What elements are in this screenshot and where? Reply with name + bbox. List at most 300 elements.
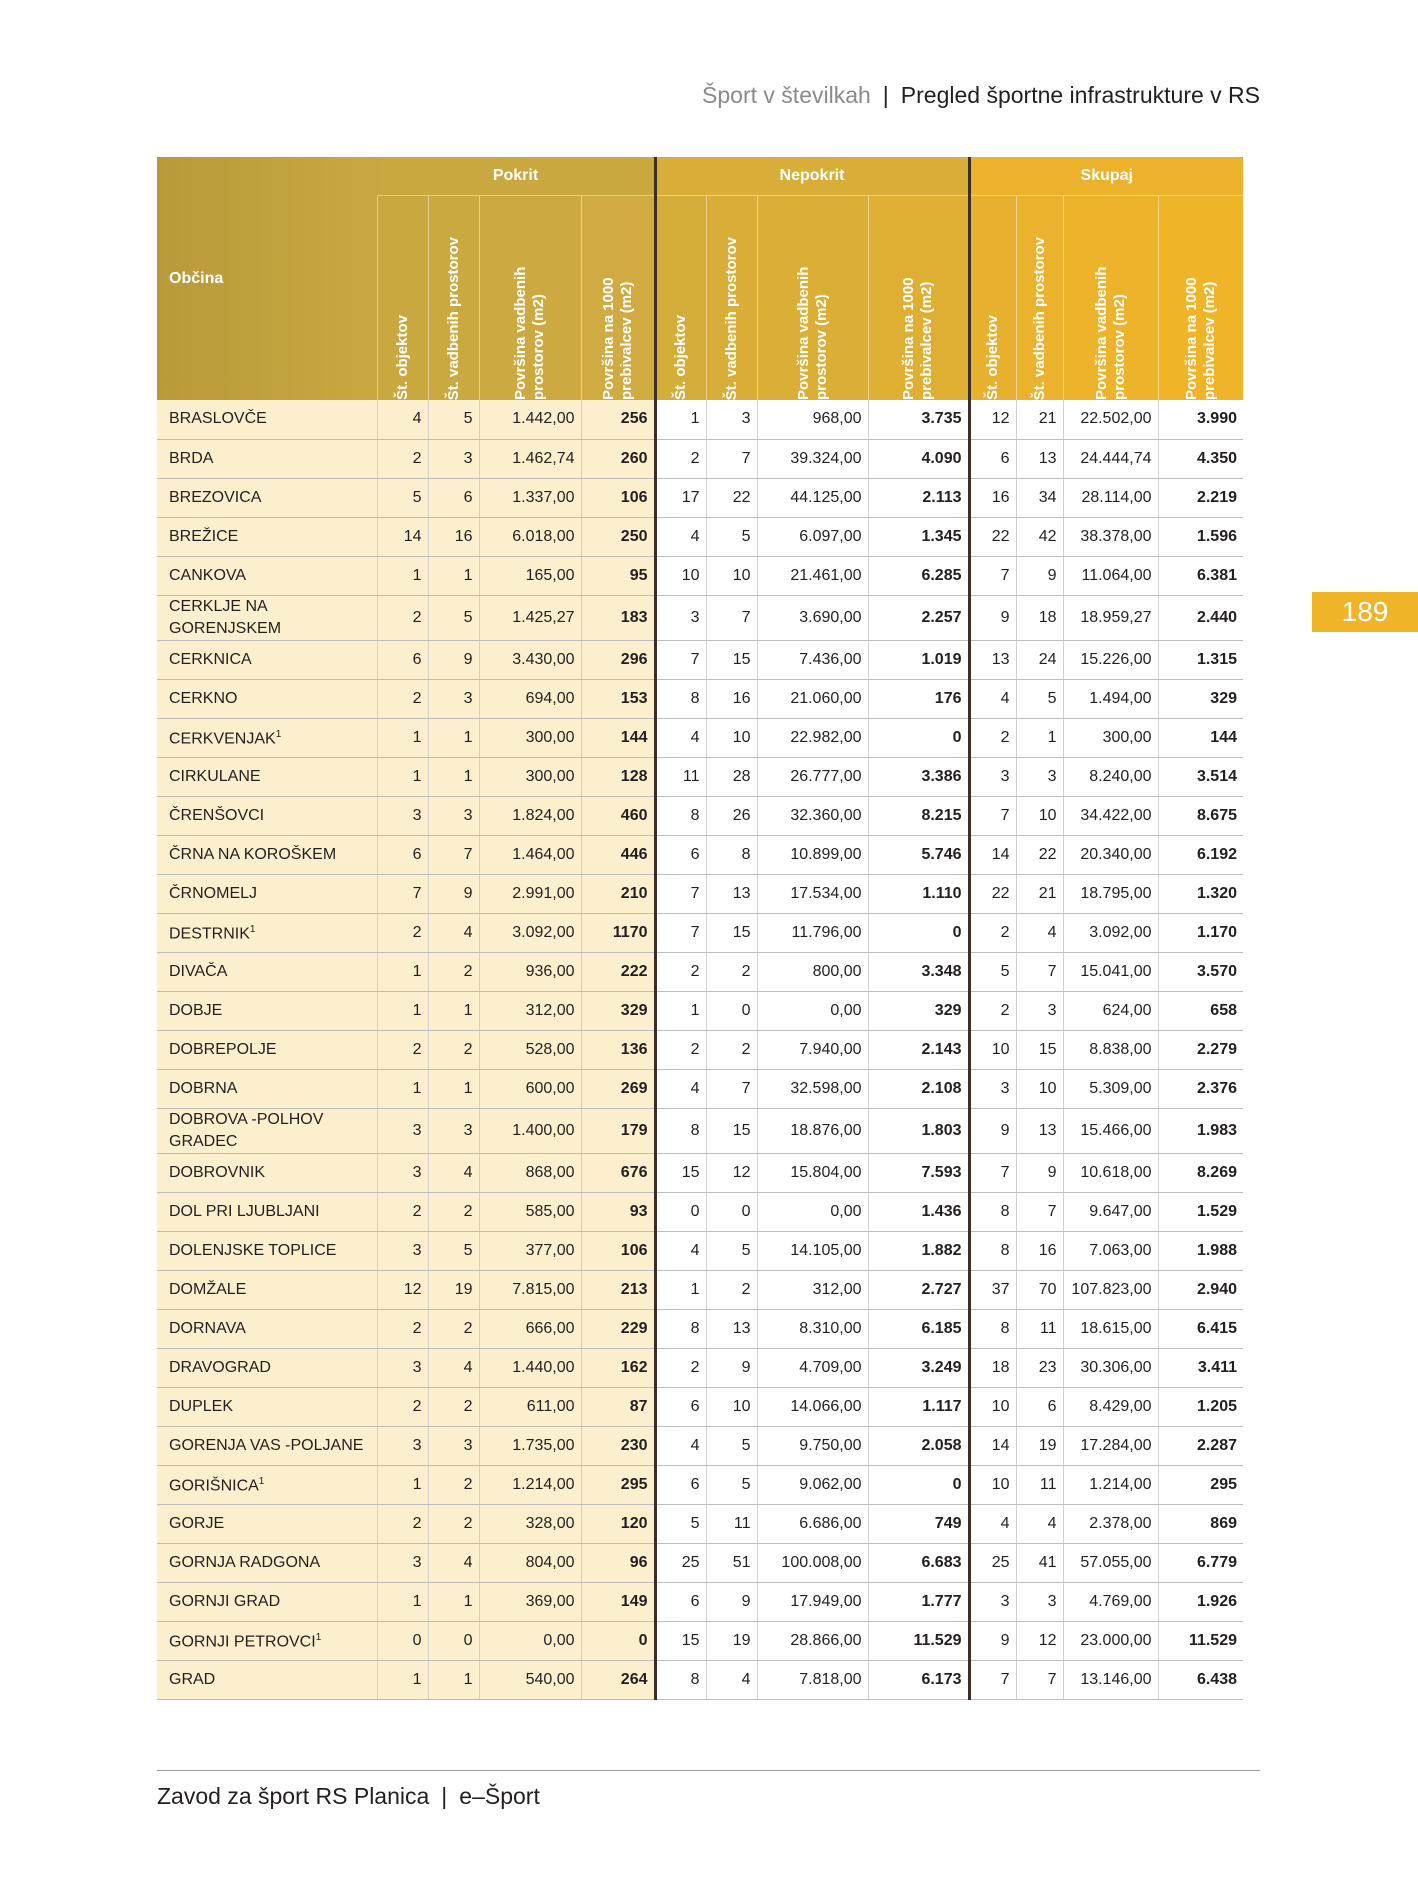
table-cell: 57.055,00 [1063, 1543, 1158, 1582]
running-footer [157, 1783, 540, 1810]
table-row [157, 1270, 1243, 1309]
table-row [157, 679, 1243, 718]
table-cell: 13 [969, 640, 1016, 679]
table-cell: 100.008,00 [757, 1543, 868, 1582]
table-cell: 95 [581, 556, 655, 595]
subcol-header-pokrit-1: Št. objektov [377, 196, 428, 401]
table-cell: 0 [706, 1192, 757, 1231]
table-cell: 15.226,00 [1063, 640, 1158, 679]
table-cell: 10 [969, 1387, 1016, 1426]
table-cell: 1.494,00 [1063, 679, 1158, 718]
table-cell: 0 [581, 1621, 655, 1660]
table-cell: 1.214,00 [479, 1465, 581, 1504]
table-cell: 12 [377, 1270, 428, 1309]
table-cell: 11.064,00 [1063, 556, 1158, 595]
table-cell: 6 [377, 835, 428, 874]
table-cell: 8 [655, 796, 706, 835]
table-cell: 222 [581, 952, 655, 991]
table-cell: 24.444,74 [1063, 439, 1158, 478]
table-cell: 96 [581, 1543, 655, 1582]
table-cell: 7.815,00 [479, 1270, 581, 1309]
subcol-header-nepokrit-3: Površina vadbenih prostorov (m2) [757, 196, 868, 401]
table-cell: 5 [706, 1231, 757, 1270]
table-cell: 377,00 [479, 1231, 581, 1270]
table-cell: 6.438 [1158, 1660, 1243, 1699]
table-cell: 1 [655, 991, 706, 1030]
table-cell: 19 [1016, 1426, 1063, 1465]
table-cell: 2 [428, 1504, 479, 1543]
table-cell: 6 [655, 1387, 706, 1426]
table-cell: 2.376 [1158, 1069, 1243, 1108]
table-cell: 1.440,00 [479, 1348, 581, 1387]
table-cell: 446 [581, 835, 655, 874]
table-cell: 22 [969, 517, 1016, 556]
table-cell: 4 [655, 1426, 706, 1465]
table-cell: 4 [969, 679, 1016, 718]
table-cell: 14.105,00 [757, 1231, 868, 1270]
table-cell: 3 [428, 796, 479, 835]
table-cell: 2 [655, 952, 706, 991]
table-cell: 19 [706, 1621, 757, 1660]
table-cell: 14 [377, 517, 428, 556]
table-cell: 1 [428, 991, 479, 1030]
table-cell: 7 [706, 439, 757, 478]
table-cell: 7.940,00 [757, 1030, 868, 1069]
table-cell: 0,00 [479, 1621, 581, 1660]
table-cell: 120 [581, 1504, 655, 1543]
table-cell: 8 [655, 679, 706, 718]
table-cell: 1.320 [1158, 874, 1243, 913]
footnote-marker: 1 [249, 924, 256, 936]
table-cell: 6.097,00 [757, 517, 868, 556]
table-cell: 0 [868, 718, 969, 757]
table-cell: 2 [706, 1270, 757, 1309]
table-cell: 2 [655, 1030, 706, 1069]
table-row [157, 1387, 1243, 1426]
table-cell: 3.570 [1158, 952, 1243, 991]
table-cell: 2 [706, 952, 757, 991]
table-cell: 6.185 [868, 1309, 969, 1348]
table-cell: 2 [377, 1309, 428, 1348]
table-cell: 5.746 [868, 835, 969, 874]
table-cell: 5 [706, 1426, 757, 1465]
table-cell: 153 [581, 679, 655, 718]
table-cell: 1 [1016, 718, 1063, 757]
table-cell: 16 [1016, 1231, 1063, 1270]
table-cell: 11.529 [868, 1621, 969, 1660]
table-cell: 7 [706, 1069, 757, 1108]
table-cell: 17.534,00 [757, 874, 868, 913]
table-cell: 250 [581, 517, 655, 556]
table-row [157, 835, 1243, 874]
table-cell: 7.063,00 [1063, 1231, 1158, 1270]
table-row [157, 1153, 1243, 1192]
group-header-pokrit: Pokrit [377, 157, 655, 196]
table-cell: 800,00 [757, 952, 868, 991]
table-cell: 5 [428, 400, 479, 439]
table-cell: 25 [969, 1543, 1016, 1582]
table-row [157, 1030, 1243, 1069]
table-cell: 17.284,00 [1063, 1426, 1158, 1465]
table-cell: 26.777,00 [757, 757, 868, 796]
table-cell: 3 [1016, 1582, 1063, 1621]
table-cell: 869 [1158, 1504, 1243, 1543]
table-cell: 2.058 [868, 1426, 969, 1465]
table-cell: 1 [428, 1660, 479, 1699]
table-row [157, 400, 1243, 439]
table-cell: 3 [377, 1543, 428, 1582]
table-cell: 22 [969, 874, 1016, 913]
table-cell: 8 [969, 1192, 1016, 1231]
table-cell: 312,00 [757, 1270, 868, 1309]
municipality-name: CIRKULANE [157, 757, 377, 796]
table-cell: 15 [655, 1621, 706, 1660]
table-cell: 7 [1016, 1192, 1063, 1231]
table-cell: 229 [581, 1309, 655, 1348]
table-cell: 6.415 [1158, 1309, 1243, 1348]
table-cell: 11 [1016, 1465, 1063, 1504]
table-cell: 42 [1016, 517, 1063, 556]
table-cell: 11 [1016, 1309, 1063, 1348]
table-cell: 8.215 [868, 796, 969, 835]
municipality-name: GORNJI GRAD [157, 1582, 377, 1621]
table-cell: 34 [1016, 478, 1063, 517]
table-cell: 165,00 [479, 556, 581, 595]
table-cell: 87 [581, 1387, 655, 1426]
table-row [157, 1348, 1243, 1387]
table-cell: 6.192 [1158, 835, 1243, 874]
table-cell: 7 [655, 874, 706, 913]
group-header-nepokrit: Nepokrit [655, 157, 969, 196]
table-cell: 1 [428, 757, 479, 796]
table-cell: 4 [1016, 913, 1063, 952]
table-cell: 1.464,00 [479, 835, 581, 874]
table-cell: 7 [969, 796, 1016, 835]
table-cell: 9 [969, 595, 1016, 640]
table-cell: 9 [706, 1582, 757, 1621]
table-cell: 8 [969, 1231, 1016, 1270]
table-cell: 1 [377, 991, 428, 1030]
table-cell: 21 [1016, 874, 1063, 913]
table-cell: 460 [581, 796, 655, 835]
table-cell: 6 [655, 835, 706, 874]
municipality-name: BRASLOVČE [157, 400, 377, 439]
table-cell: 2 [377, 1030, 428, 1069]
table-cell: 6 [969, 439, 1016, 478]
table-cell: 5 [428, 595, 479, 640]
table-cell: 7 [1016, 952, 1063, 991]
table-row [157, 991, 1243, 1030]
municipality-name: DOBRNA [157, 1069, 377, 1108]
table-cell: 3 [969, 1582, 1016, 1621]
footnote-marker: 1 [258, 1476, 265, 1488]
table-cell: 21.060,00 [757, 679, 868, 718]
table-cell: 4 [1016, 1504, 1063, 1543]
table-cell: 2.378,00 [1063, 1504, 1158, 1543]
municipality-name: BREŽICE [157, 517, 377, 556]
table-cell: 30.306,00 [1063, 1348, 1158, 1387]
table-cell: 1 [428, 718, 479, 757]
table-cell: 28.114,00 [1063, 478, 1158, 517]
table-cell: 7.818,00 [757, 1660, 868, 1699]
table-cell: 9 [1016, 556, 1063, 595]
table-cell: 295 [1158, 1465, 1243, 1504]
table-cell: 17 [655, 478, 706, 517]
table-cell: 2.257 [868, 595, 969, 640]
table-cell: 2 [969, 991, 1016, 1030]
table-row [157, 1465, 1243, 1504]
table-cell: 18.615,00 [1063, 1309, 1158, 1348]
table-cell: 8 [706, 835, 757, 874]
table-cell: 329 [868, 991, 969, 1030]
table-cell: 6 [1016, 1387, 1063, 1426]
table-cell: 16 [706, 679, 757, 718]
table-cell: 9.647,00 [1063, 1192, 1158, 1231]
table-cell: 106 [581, 1231, 655, 1270]
table-row [157, 1621, 1243, 1660]
table-cell: 8.269 [1158, 1153, 1243, 1192]
table-cell: 149 [581, 1582, 655, 1621]
table-cell: 23 [1016, 1348, 1063, 1387]
table-cell: 2.440 [1158, 595, 1243, 640]
table-cell: 176 [868, 679, 969, 718]
table-cell: 19 [428, 1270, 479, 1309]
table-cell: 2 [706, 1030, 757, 1069]
subcol-header-pokrit-2: Št. vadbenih prostorov [428, 196, 479, 401]
subcol-header-skupaj-3: Površina vadbenih prostorov (m2) [1063, 196, 1158, 401]
table-cell: 3.411 [1158, 1348, 1243, 1387]
municipality-name: GRAD [157, 1660, 377, 1699]
table-cell: 11 [655, 757, 706, 796]
table-cell: 5 [428, 1231, 479, 1270]
table-cell: 25 [655, 1543, 706, 1582]
municipality-name: BREZOVICA [157, 478, 377, 517]
table-cell: 6 [377, 640, 428, 679]
table-cell: 10 [655, 556, 706, 595]
table-cell: 2 [428, 1309, 479, 1348]
table-cell: 3 [428, 679, 479, 718]
table-cell: 312,00 [479, 991, 581, 1030]
table-cell: 6.686,00 [757, 1504, 868, 1543]
table-cell: 300,00 [479, 718, 581, 757]
table-cell: 10 [706, 718, 757, 757]
table-cell: 6 [655, 1465, 706, 1504]
table-cell: 8 [655, 1108, 706, 1153]
table-cell: 8.838,00 [1063, 1030, 1158, 1069]
table-cell: 7 [706, 595, 757, 640]
header-section-title: Pregled športne infrastrukture v RS [900, 82, 1260, 108]
table-cell: 7 [377, 874, 428, 913]
table-cell: 4 [428, 1348, 479, 1387]
municipality-name: CERKLJE NA GORENJSKEM [157, 595, 377, 640]
table-cell: 7 [428, 835, 479, 874]
table-cell: 3 [428, 439, 479, 478]
table-cell: 2.219 [1158, 478, 1243, 517]
table-cell: 0 [706, 991, 757, 1030]
table-cell: 624,00 [1063, 991, 1158, 1030]
table-row [157, 517, 1243, 556]
table-cell: 11.796,00 [757, 913, 868, 952]
table-cell: 1.529 [1158, 1192, 1243, 1231]
table-cell: 5 [655, 1504, 706, 1543]
table-cell: 15 [706, 1108, 757, 1153]
table-cell: 1.882 [868, 1231, 969, 1270]
table-cell: 3.690,00 [757, 595, 868, 640]
table-cell: 230 [581, 1426, 655, 1465]
table-cell: 9 [969, 1108, 1016, 1153]
table-cell: 0 [377, 1621, 428, 1660]
table-cell: 3.990 [1158, 400, 1243, 439]
table-cell: 4 [655, 1069, 706, 1108]
table-cell: 1170 [581, 913, 655, 952]
table-cell: 749 [868, 1504, 969, 1543]
municipality-name: GORIŠNICA$^1$ [157, 1465, 377, 1504]
municipality-name: DOMŽALE [157, 1270, 377, 1309]
municipality-name: CERKNO [157, 679, 377, 718]
table-cell: 4.769,00 [1063, 1582, 1158, 1621]
table-cell: 183 [581, 595, 655, 640]
table-cell: 12 [969, 400, 1016, 439]
table-cell: 7 [969, 1660, 1016, 1699]
subcol-header-skupaj-1: Št. objektov [969, 196, 1016, 401]
table-cell: 968,00 [757, 400, 868, 439]
col-header-obcina: Občina [157, 157, 377, 400]
table-cell: 5 [706, 517, 757, 556]
table-cell: 12 [1016, 1621, 1063, 1660]
municipality-name: CANKOVA [157, 556, 377, 595]
table-cell: 1 [655, 400, 706, 439]
table-cell: 5.309,00 [1063, 1069, 1158, 1108]
table-cell: 0 [868, 913, 969, 952]
table-cell: 8 [969, 1309, 1016, 1348]
table-cell: 13 [706, 874, 757, 913]
table-cell: 3 [428, 1108, 479, 1153]
table-cell: 18 [969, 1348, 1016, 1387]
municipality-name: GORJE [157, 1504, 377, 1543]
table-cell: 936,00 [479, 952, 581, 991]
municipality-name: CERKNICA [157, 640, 377, 679]
table-cell: 21.461,00 [757, 556, 868, 595]
table-cell: 264 [581, 1660, 655, 1699]
table-cell: 4 [377, 400, 428, 439]
table-cell: 4 [428, 1153, 479, 1192]
table-cell: 70 [1016, 1270, 1063, 1309]
table-cell: 7 [655, 913, 706, 952]
municipality-name: ČRENŠOVCI [157, 796, 377, 835]
table-cell: 18.959,27 [1063, 595, 1158, 640]
table-cell: 12 [706, 1153, 757, 1192]
table-cell: 37 [969, 1270, 1016, 1309]
table-cell: 4 [428, 913, 479, 952]
table-cell: 4 [655, 1231, 706, 1270]
table-cell: 0 [655, 1192, 706, 1231]
table-row [157, 718, 1243, 757]
table-cell: 329 [1158, 679, 1243, 718]
table-cell: 3 [428, 1426, 479, 1465]
table-cell: 3.249 [868, 1348, 969, 1387]
table-cell: 9.062,00 [757, 1465, 868, 1504]
table-cell: 1.400,00 [479, 1108, 581, 1153]
municipality-name: GORNJA RADGONA [157, 1543, 377, 1582]
table-cell: 7.593 [868, 1153, 969, 1192]
table-cell: 3 [377, 796, 428, 835]
table-cell: 107.823,00 [1063, 1270, 1158, 1309]
table-row [157, 1069, 1243, 1108]
page-number-tab: 189 [1312, 592, 1418, 632]
table-cell: 15 [706, 913, 757, 952]
table-cell: 6 [428, 478, 479, 517]
municipality-name: DOL PRI LJUBLJANI [157, 1192, 377, 1231]
table-cell: 7 [969, 556, 1016, 595]
table-cell: 4.090 [868, 439, 969, 478]
table-cell: 1 [377, 757, 428, 796]
table-cell: 2 [377, 913, 428, 952]
table-row [157, 478, 1243, 517]
table-cell: 32.360,00 [757, 796, 868, 835]
municipality-name: DUPLEK [157, 1387, 377, 1426]
table-cell: 1 [377, 952, 428, 991]
table-cell: 1 [428, 1069, 479, 1108]
table-cell: 28 [706, 757, 757, 796]
table-row [157, 556, 1243, 595]
subcol-header-skupaj-4: Površina na 1000 prebivalcev (m2) [1158, 196, 1243, 401]
table-cell: 1.436 [868, 1192, 969, 1231]
municipality-name: GORENJA VAS -POLJANE [157, 1426, 377, 1465]
table-cell: 16 [428, 517, 479, 556]
table-cell: 0 [868, 1465, 969, 1504]
table-cell: 28.866,00 [757, 1621, 868, 1660]
table-cell: 144 [1158, 718, 1243, 757]
table-cell: 34.422,00 [1063, 796, 1158, 835]
table-cell: 1.983 [1158, 1108, 1243, 1153]
table-cell: 11 [706, 1504, 757, 1543]
table-cell: 5 [1016, 679, 1063, 718]
table-cell: 2 [377, 595, 428, 640]
table-cell: 41 [1016, 1543, 1063, 1582]
table-cell: 369,00 [479, 1582, 581, 1621]
table-cell: 2.143 [868, 1030, 969, 1069]
table-cell: 3.430,00 [479, 640, 581, 679]
table-cell: 210 [581, 874, 655, 913]
table-cell: 22.502,00 [1063, 400, 1158, 439]
table-cell: 2.991,00 [479, 874, 581, 913]
table-cell: 8 [655, 1660, 706, 1699]
table-cell: 1 [377, 1660, 428, 1699]
table-cell: 15 [1016, 1030, 1063, 1069]
table-row [157, 1543, 1243, 1582]
table-cell: 39.324,00 [757, 439, 868, 478]
table-row [157, 952, 1243, 991]
table-cell: 2 [377, 1387, 428, 1426]
table-cell: 1.462,74 [479, 439, 581, 478]
table-cell: 1.777 [868, 1582, 969, 1621]
table-cell: 8.429,00 [1063, 1387, 1158, 1426]
table-row [157, 1426, 1243, 1465]
table-cell: 300,00 [479, 757, 581, 796]
table-cell: 1.988 [1158, 1231, 1243, 1270]
municipality-name: DOBROVA -POLHOV GRADEC [157, 1108, 377, 1153]
table-cell: 7 [655, 640, 706, 679]
table-cell: 18.876,00 [757, 1108, 868, 1153]
table-cell: 13 [1016, 439, 1063, 478]
table-row [157, 757, 1243, 796]
municipality-name: DOLENJSKE TOPLICE [157, 1231, 377, 1270]
table-cell: 1 [377, 1465, 428, 1504]
table-cell: 13.146,00 [1063, 1660, 1158, 1699]
table-cell: 540,00 [479, 1660, 581, 1699]
table-cell: 10.618,00 [1063, 1153, 1158, 1192]
table-cell: 6.173 [868, 1660, 969, 1699]
